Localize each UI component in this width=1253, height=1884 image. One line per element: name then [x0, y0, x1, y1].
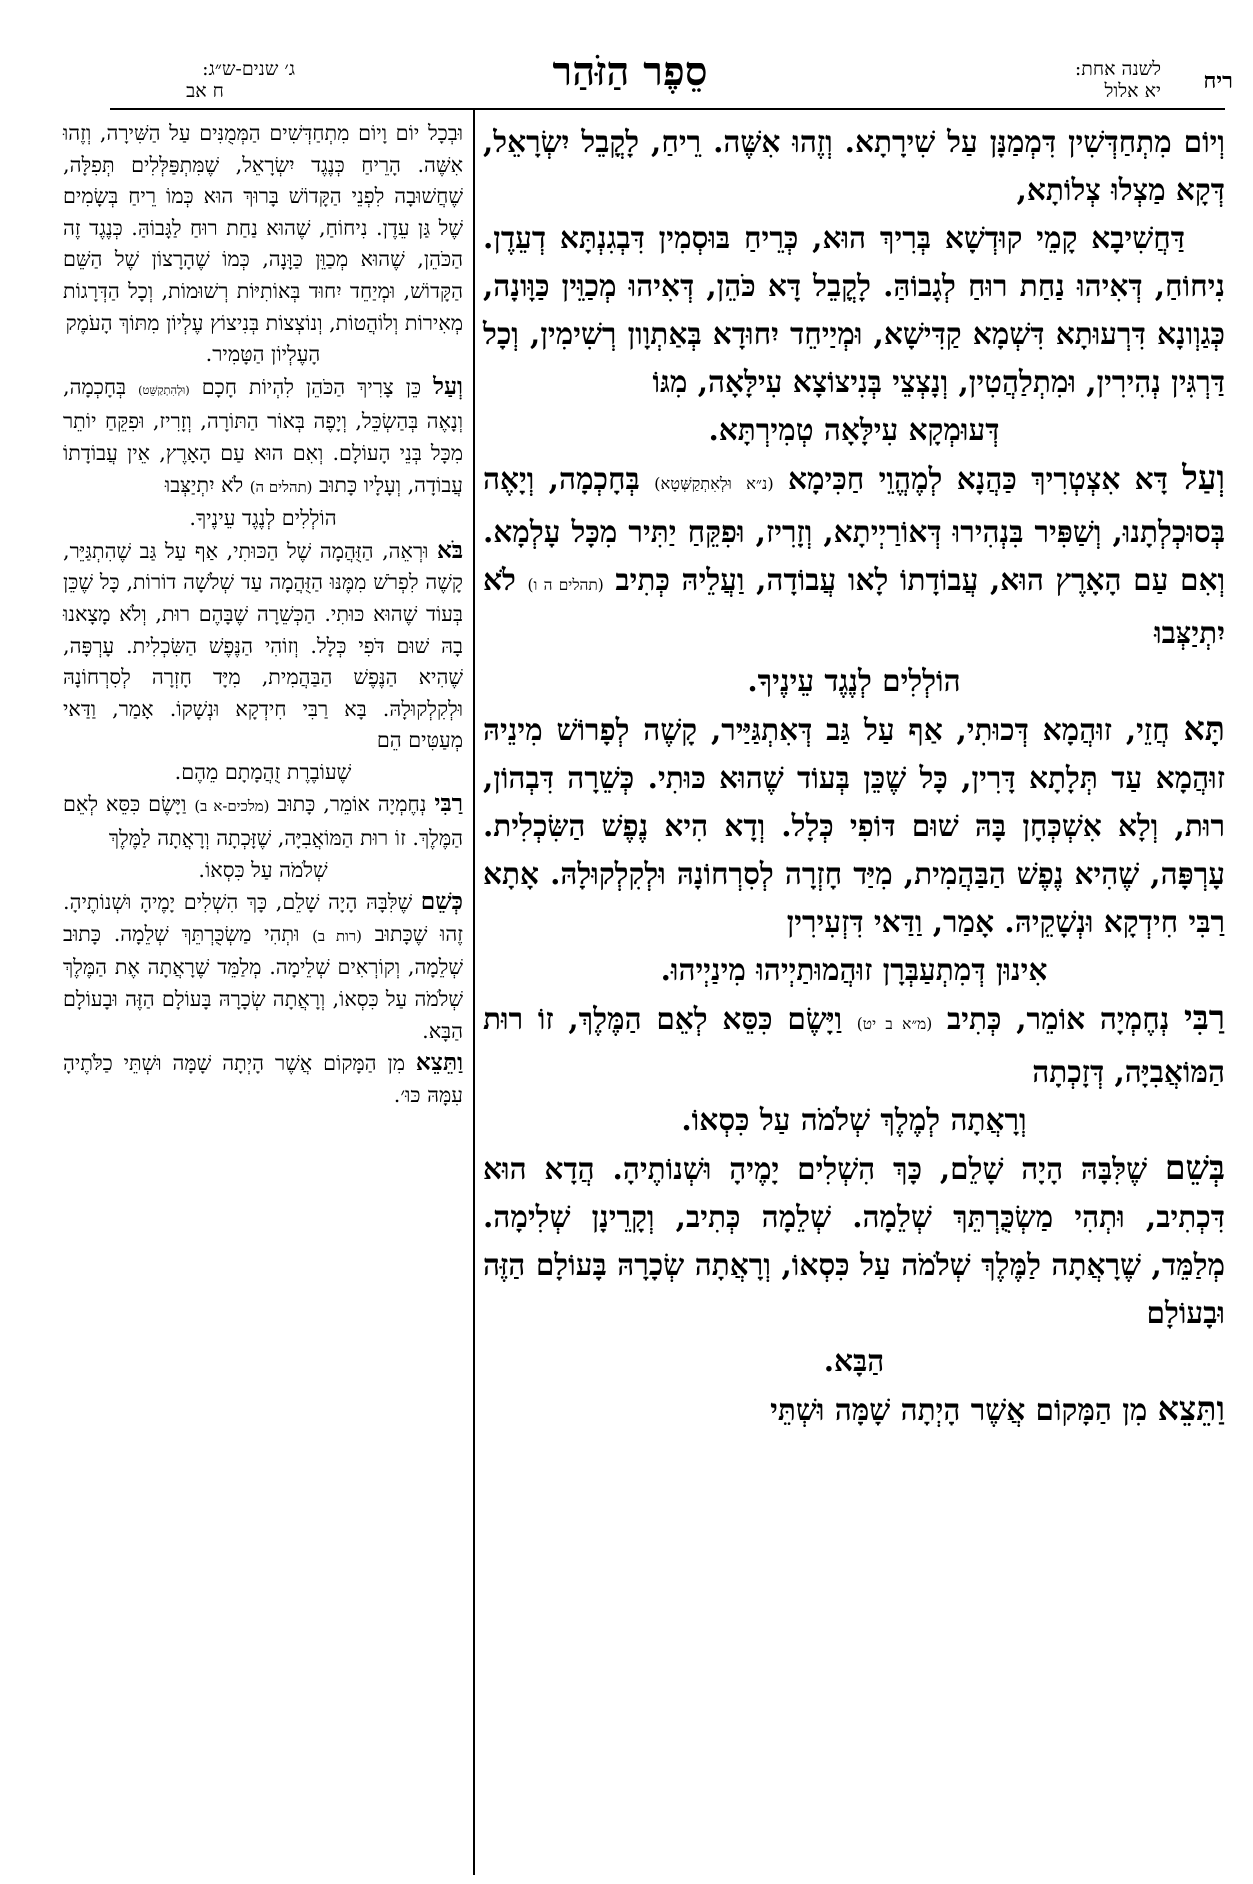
header-rule [110, 108, 1225, 110]
translation-paragraph-1-end: הָעֶלְיוֹן הַטָּמִיר. [205, 342, 321, 367]
opening-word: וְעַל [1182, 458, 1226, 497]
translation-paragraph-4: רַבִּי נְחֶמְיָה אוֹמֵר, כָּתוּב (מלכים-א ב) וַיָּשֶׂם כִּסֵּא לְאֵם הַמֶּלֶךְ. זוֹ רוּת הַמּוֹאֲבִיָּה, שֶׁזָּכְתָה וְרָאֲתָה לַמֶּלֶךְ [63, 790, 464, 851]
opening-word: וַתֵּצֵא [1157, 1389, 1225, 1428]
translation-paragraph-2: וְעַל כֵּן צָרִיךְ הַכֹּהֵן לִהְיוֹת חָכָם (וּלְהִתְקַשֵּׁט) בְּחָכְמָה, וְנָאֶה בְּהַשְׂכֵּל, וְיָפֶה בְּאוֹר הַתּוֹרָה, וְזָרִיז, וּפִקֵּחַ יוֹתֵר מִכָּל בְּנֵי הָעוֹלָם. וְאִם הוּא עַם הָאָרֶץ, אֵין עֲבוֹדָתוֹ עֲבוֹדָה, וְעָלָיו כָּתוּב (תהלים ה) לֹא יִתְיַצְּבוּ [63, 372, 463, 497]
opening-word: בֹּא [436, 536, 464, 564]
translation-paragraph-3-end: שֶׁעוֹבֶרֶת זֻהֲמָתָם מֵהֶם. [174, 759, 352, 784]
schedule-three-years-date: ח אב [186, 80, 224, 102]
column-divider [473, 110, 475, 1875]
schedule-three-years-label: ג׳ שנים-ש״ג: [202, 58, 295, 80]
opening-word: בְּשֵׁם [1164, 1148, 1225, 1187]
translation-paragraph-2-end: הוֹלְלִים לְנֶגֶד עֵינֶיךָ. [189, 506, 337, 531]
variant-reading: (וּלְהִתְקַשֵּׁט) [138, 382, 190, 397]
main-paragraph-1: וְיוֹם מִתְחַדְּשִׁין דִּמְמַנָּן עַל שִׁירָתָא. וְזֶהוּ אִשֶּׁה. רֵיחַ, לָקֳבֵל יִשְׂרָאֵל, דְּקָא מַצְלוּ צְלוֹתָא, [483, 124, 1225, 207]
main-paragraph-3-end: הוֹלְלִים לְנֶגֶד עֵינֶיךָ. [747, 663, 961, 698]
scripture-reference: (תהלים ה) [249, 477, 313, 496]
scripture-reference: (מ״א ב יט) [856, 1015, 933, 1033]
translation-paragraph-4-end: שְׁלֹמֹה עַל כִּסְאוֹ. [198, 857, 328, 882]
main-text-column [483, 118, 1225, 1434]
main-paragraph-2-end: דְּעוּמְקָא עִילָּאָה טְמִירְתָּא. [708, 412, 1000, 447]
main-paragraph-7: וַתֵּצֵא מִן הַמָּקוֹם אֲשֶׁר הָיְתָה שָׁמָּה וּשְׁתֵּי [770, 1389, 1225, 1428]
variant-reading: וּלְאִתְקַשְּׁטָא) [654, 474, 732, 493]
schedule-three-years [115, 58, 295, 102]
opening-word: וַתֵּצֵא [415, 1049, 464, 1077]
main-paragraph-6: בְּשֵׁם שֶׁלִּבָּהּ הָיָה שָׁלֵם, כָּךְ הִשְׁלִים יָמֶיהָ וּשְׁנוֹתֶיהָ. הֲדָא הוּא דִּכְתִיב, וּתְהִי מַשְׂכֻּרְתֵּךְ שְׁלֵמָה. שְׁלֵמָה כְּתִיב, וְקָרֵינָן שְׁלִימָה. מְלַמֵּד, שֶׁרָאֲתָה לַמֶּלֶךְ שְׁלֹמֹה עַל כִּסְאוֹ, וְרָאֲתָה שְׂכָרָהּ בָּעוֹלָם הַזֶּה וּבָעוֹלָם [483, 1148, 1225, 1330]
main-paragraph-6-end: הַבָּא. [823, 1343, 885, 1378]
main-paragraph-5-end: וְרָאֲתָה לְמֶלֶךְ שְׁלֹמֹה עַל כִּסְאוֹ. [681, 1102, 1027, 1137]
opening-word: כְּשֵׁם [420, 888, 463, 916]
main-paragraph-4-end: אִינוּן דְּמִתְעַבְּרָן זוּהֲמוּתַיְיהוּ מִינַיְיהוּ. [660, 952, 1048, 987]
translation-column [63, 118, 463, 1111]
schedule-one-year [1011, 58, 1161, 102]
schedule-one-year-label: לשנה אחת: [1074, 58, 1161, 80]
book-title: סֵפֶר הַזֹּהַר [552, 48, 708, 95]
opening-word: רַבִּי [1184, 998, 1225, 1037]
translation-paragraph-1: וּבְכָל יוֹם וָיוֹם מִתְחַדְּשִׁים הַמְּמֻנִּים עַל הַשִּׁירָה, וְזֶהוּ אִשֶּׁה. הָרֵיחַ כְּנֶגֶד יִשְׂרָאֵל, שֶׁמִּתְפַּלְּלִים תְּפִלָּה, שֶׁחֲשׁוּבָה לִפְנֵי הַקָּדוֹשׁ בָּרוּךְ הוּא כְּמוֹ רֵיחַ בְּשָׂמִים שֶׁל גַּן עֵדֶן. נִיחוֹחַ, שֶׁהוּא נַחַת רוּחַ לַגָּבוֹהַּ. כְּנֶגֶד זֶה הַכֹּהֵן, שֶׁהוּא מְכַוֵּן כַּוָּנָה, כְּמוֹ שֶׁהָרָצוֹן שֶׁל הַשֵּׁם הַקָּדוֹשׁ, וּמְיַחֵד יִחוּד בְּאוֹתִיּוֹת רְשׁוּמוֹת, וְכָל הַדְּרָגוֹת מְאִירוֹת וְלוֹהֲטוֹת, וְנוֹצְצוֹת בְּנִיצוֹץ עֶלְיוֹן מִתּוֹךְ הָעֹמֶק [63, 121, 463, 335]
variant-reading: (נ״א [746, 474, 774, 493]
opening-word: תָּא [1183, 709, 1226, 748]
schedule-one-year-date: יא אלול [1104, 80, 1161, 102]
main-paragraph-2: דַּחֲשִׁיבָא קָמֵי קוּדְשָׁא בְּרִיךְ הוּא, כְּרֵיחַ בּוּסְמִין דִּבְגִנְתָּא דְעֵדֶן. נִיחוֹחַ, דְּאִיהוּ נַחַת רוּחַ לְגָבוֹהַּ. לָקֳבֵל דָּא כֹּהֵן, דְּאִיהוּ מְכַוֵּין כַּוָּונָה, כְּגַוְונָא דִּרְעוּתָא דִּשְׁמָא קַדִּישָׁא, וּמְיַיחֵד יִחוּדָא בְּאַתְוָון רְשִׁימִין, וְכָל דַּרְגִּין נְהִירִין, וּמִתְלַהֲטִין, וְנָצְצֵי בְּנִיצוֹצָא עִילָּאָה, מִגּוֹ [483, 220, 1225, 399]
main-paragraph-5: רַבִּי נְחֶמְיָה אוֹמֵר, כְּתִיב (מ״א ב יט) וַיָּשֶׂם כִּסֵּא לְאֵם הַמֶּלֶךְ, זוֹ רוּת הַמּוֹאֲבִיָּה, דְּזָכְתָה [483, 998, 1225, 1089]
main-paragraph-4: תָּא חֲזֵי, זוּהֲמָא דְּכוּתִי, אַף עַל גַּב דְּאִתְגַּיַּיר, קָשֶׁה לְפָרוֹשׁ מִינֵיהּ זוּהֲמָא עַד תְּלָתָא דָּרִין, כָּל שֶׁכֵּן בְּעוֹד שֶׁהוּא כּוּתִי. כְּשֵׁרָה דִּבְהוֹן, רוּת, וְלָא אִשְׁכְּחָן בָּהּ שׁוּם דּוֹפִי כְּלָל. וְדָא הִיא נֶפֶשׁ הַשִּׂכְלִית. עָרְפָּה, שֶׁהִיא נֶפֶשׁ הַבַּהֲמִית, מִיַּד חָזְרָה לְסִרְחוֹנָהּ וּלְקִלְקוּלָהּ. אָתָא רַבִּי חִידְקָא וּנְשָׁקֵיהּ. אָמַר, וַדַּאי דִּזְעִירִין [483, 709, 1226, 939]
scripture-reference: (תהלים ה ו) [527, 576, 604, 594]
scripture-reference: (מלכים-א ב) [194, 797, 270, 816]
page-number: ריח [1203, 68, 1233, 94]
opening-word: וְעַל [433, 372, 463, 400]
opening-word: רַבִּי [434, 790, 464, 818]
translation-paragraph-5: כְּשֵׁם שֶׁלִּבָּהּ הָיָה שָׁלֵם, כָּךְ הִשְׁלִים יָמֶיהָ וּשְׁנוֹתֶיהָ. זֶהוּ שֶׁכָּתוּב (רות ב) וּתְהִי מַשְׂכֻּרְתֵּךְ שְׁלֵמָה. כָּתוּב שְׁלֵמָה, וְקוֹרְאִים שְׁלֵימָה. מְלַמֵּד שֶׁרָאֲתָה אֶת הַמֶּלֶךְ שְׁלֹמֹה עַל כִּסְאוֹ, וְרָאֲתָה שְׂכָרָהּ בָּעוֹלָם הַזֶּה וּבָעוֹלָם הַבָּא. [63, 888, 464, 1043]
translation-paragraph-3: בֹּא וּרְאֵה, הַזֻּהֲמָה שֶׁל הַכּוּתִי, אַף עַל גַּב שֶׁהִתְגַּיֵּר, קָשֶׁה לִפְרֹשׁ מִמֶּנּוּ הַזֻּהֲמָה עַד שְׁלֹשָׁה דוֹרוֹת, כָּל שֶׁכֵּן בְּעוֹד שֶׁהוּא כּוּתִי. הַכְּשֵׁרָה שֶׁבָּהֶם רוּת, וְלֹא מָצָאנוּ בָהּ שׁוּם דֹּפִי כְּלָל. וְזוֹהִי הַנֶּפֶשׁ הַשִּׂכְלִית. עָרְפָּה, שֶׁהִיא הַנֶּפֶשׁ הַבַּהֲמִית, מִיָּד חָזְרָה לְסִרְחוֹנָהּ וּלְקִלְקוּלָהּ. בָּא רַבִּי חִידְקָא וּנְשָׁקוֹ. אָמַר, וַדַּאי מְעַטִּים הֵם [63, 536, 464, 753]
translation-paragraph-6: וַתֵּצֵא מִן הַמָּקוֹם אֲשֶׁר הָיְתָה שָׁמָּה וּשְׁתֵּי כַלֹּתֶיהָ עִמָּהּ כּוּ׳. [63, 1049, 464, 1107]
scripture-reference: (רות ב) [312, 926, 362, 945]
main-paragraph-3: וְעַל דָּא אִצְטְרִיךְ כַּהֲנָא לְמֶהֱוֵי חַכִּימָא (נ״א וּלְאִתְקַשְּׁטָא) בְּחָכְמָה, וְיָאֶה בְּסוּכְלְתָנוּ, וְשַׁפִּיר בִּנְהִירוּ דְּאוֹרַיְיתָא, וְזָרִיז, וּפִקֵּחַ יַתִּיר מִכָּל עָלְמָא. וְאִם עַם הָאָרֶץ הוּא, עֲבוֹדָתוֹ לָאו עֲבוֹדָה, וַעֲלֵיהּ כְּתִיב (תהלים ה ו) לֹא יִתְיַצְּבוּ [483, 458, 1226, 650]
